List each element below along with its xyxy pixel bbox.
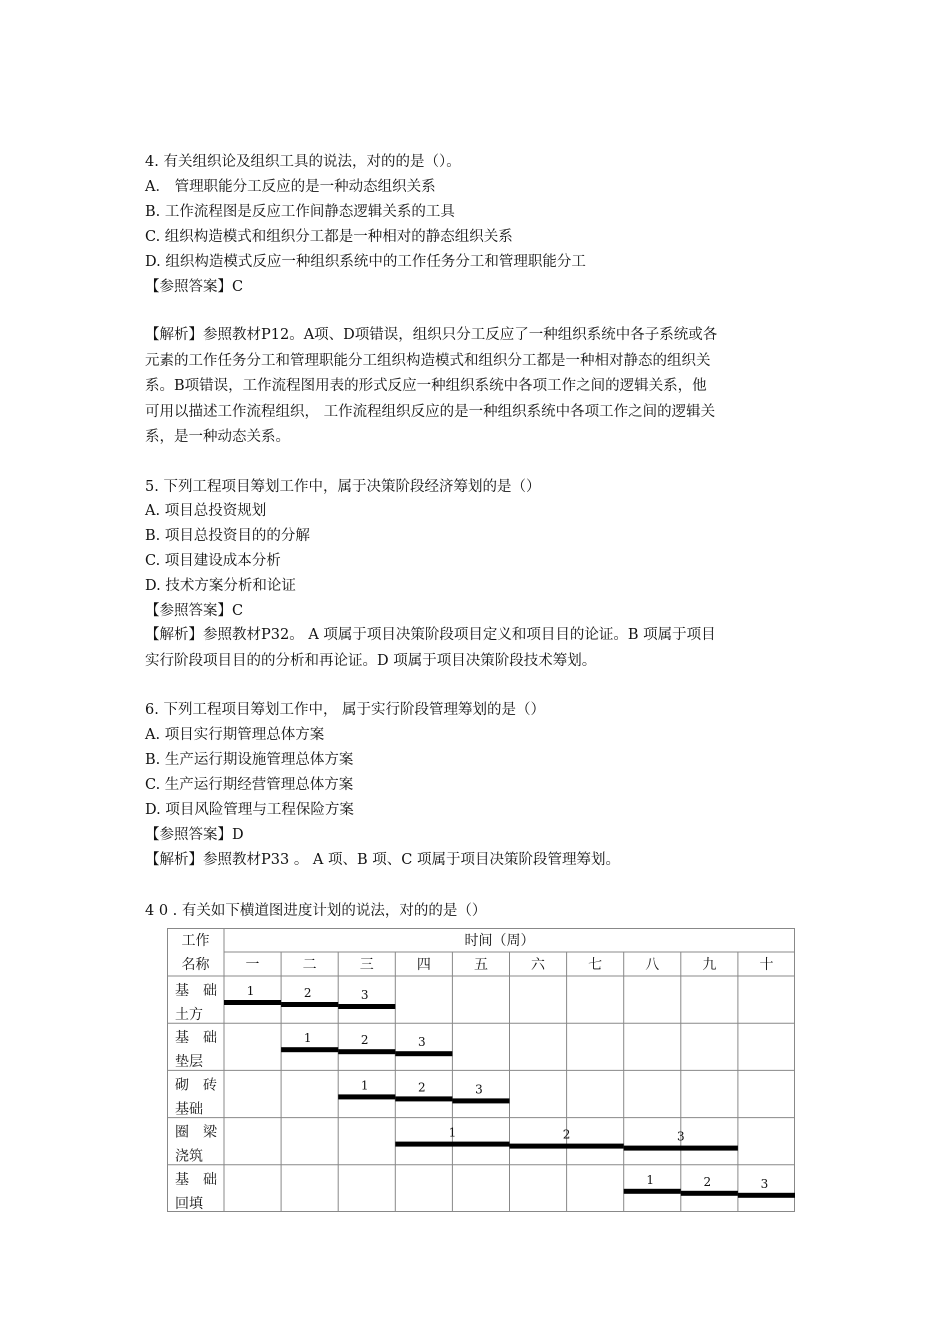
gantt-week-label: 四 [416,957,431,973]
q6-option-b: B. 生产运行期设施管理总体方案 [145,752,354,768]
gantt-week-label: 七 [588,957,603,973]
gantt-week-label: 八 [645,957,660,973]
q6-option-a: A. 项目实行期管理总体方案 [145,727,325,743]
q5-analysis-line: 实行阶段项目目的的分析和再论证。D 项属于项目决策阶段技术筹划。 [145,652,597,669]
gantt-segment-label: 1 [360,1078,369,1093]
gantt-segment-label: 3 [475,1082,483,1097]
gantt-bar-segment [281,1002,338,1007]
gantt-task-name-line2: 垫层 [175,1054,203,1071]
q40-question: 4 0 . 有关如下横道图进度计划的说法，对的的是（） [145,903,487,919]
gantt-bar-segment [338,1004,395,1009]
gantt-segment-label: 3 [418,1035,426,1050]
q4-analysis [145,323,805,451]
q6-question: 6. 下列工程项目筹划工作中， 属于实行阶段管理筹划的是（） [145,702,546,718]
q4-analysis-line: 可用以描述工作流程组织， 工作流程组织反应的是一种组织系统中各项工作之间的逻辑关 [145,403,716,420]
gantt-task-name-line1: 基 础 [175,1171,217,1188]
gantt-segment-label: 3 [676,1129,685,1144]
q4-analysis-line: 元素的工作任务分工和管理职能分工组织构造模式和组织分工都是一种相对静态的组织关 [145,352,711,369]
gantt-week-label: 一 [245,957,260,973]
gantt-task-name-line2: 基础 [175,1101,203,1118]
q6-option-d: D. 项目风险管理与工程保险方案 [145,802,354,818]
gantt-bar-segment [738,1193,795,1198]
gantt-bar-segment [338,1049,395,1054]
gantt-chart [167,928,795,1212]
q5-option-c: C. 项目建设成本分析 [145,553,281,569]
gantt-svg [167,928,795,1212]
q5-answer: 【参照答案】C [145,603,244,619]
q5-option-b: B. 项目总投资目的的分解 [145,528,310,544]
gantt-bar-segment [452,1098,509,1103]
q5-analysis [145,623,805,674]
gantt-segment-label: 3 [760,1176,769,1191]
gantt-week-label: 三 [359,957,374,973]
gantt-segment-label: 2 [418,1080,426,1095]
gantt-bar-segment [395,1142,509,1147]
gantt-week-label: 二 [302,957,317,973]
gantt-segment-label: 3 [360,988,369,1002]
gantt-segment-label: 2 [562,1127,571,1142]
gantt-task-name-line2: 土方 [175,1007,203,1023]
gantt-bar-segment [281,1047,338,1052]
gantt-bar-segment [510,1144,624,1149]
q6-analysis: 【解析】参照教材P33 。 A 项、B 项、C 项属于项目决策阶段管理筹划。 [145,852,620,868]
q5-option-d: D. 技术方案分析和论证 [145,578,296,594]
gantt-bar-segment [624,1189,681,1194]
gantt-bar-segment [624,1146,738,1151]
q4-analysis-line: 系，是一种动态关系。 [145,429,290,445]
q4-answer: 【参照答案】C [145,279,244,295]
gantt-week-label: 六 [531,957,546,973]
gantt-task-name-line2: 浇筑 [175,1148,203,1165]
q4-option-d: D. 组织构造模式反应一种组织系统中的工作任务分工和管理职能分工 [145,254,586,270]
q5-question: 5. 下列工程项目筹划工作中，属于决策阶段经济筹划的是（） [145,479,541,495]
gantt-bar-segment [395,1096,452,1101]
gantt-segment-label: 2 [303,986,312,1000]
q4-question: 4. 有关组织论及组织工具的说法，对的的是（）。 [145,154,461,170]
gantt-week-label: 五 [473,957,488,973]
gantt-segment-label: 1 [646,1172,655,1187]
q4-option-c: C. 组织构造模式和组织分工都是一种相对的静态组织关系 [145,229,513,245]
gantt-bar-segment [224,1000,281,1005]
q5-option-a: A. 项目总投资规划 [145,503,267,519]
gantt-bar-segment [338,1094,395,1099]
gantt-header-name-line2: 名称 [181,957,210,973]
gantt-bar-segment [681,1191,738,1196]
gantt-segment-label: 1 [448,1125,457,1140]
gantt-segment-label: 1 [303,1031,312,1046]
q4-analysis-line: 【解析】参照教材P12。A项、D项错误，组织只分工反应了一种组织系统中各子系统或各 [145,327,718,343]
gantt-task-name-line1: 砌 砖 [175,1077,217,1094]
gantt-task-name-line1: 基 础 [175,1030,217,1047]
gantt-segment-label: 2 [360,1033,369,1048]
gantt-task-name-line1: 圈 梁 [175,1124,217,1141]
gantt-segment-label: 2 [703,1174,712,1189]
q6-option-c: C. 生产运行期经营管理总体方案 [145,777,354,793]
gantt-segment-label: 1 [246,984,255,998]
gantt-week-label: 十 [759,957,774,973]
gantt-week-label: 九 [702,957,717,973]
q6-answer: 【参照答案】D [145,827,244,843]
q4-option-b: B. 工作流程图是反应工作间静态逻辑关系的工具 [145,204,455,220]
gantt-bar-segment [395,1051,452,1056]
gantt-header-time: 时间（周） [464,933,535,949]
gantt-task-name-line1: 基 础 [175,983,217,999]
q4-option-a: A． 管理职能分工反应的是一种动态组织关系 [145,179,436,195]
gantt-task-name-line2: 回填 [175,1195,203,1212]
q5-analysis-line: 【解析】参照教材P32。 A 项属于项目决策阶段项目定义和项目目的论证。B 项属于项目 [145,627,716,643]
gantt-header-name-line1: 工作 [181,933,210,949]
q4-analysis-line: 系。B项错误，工作流程图用表的形式反应一种组织系统中各项工作之间的逻辑关系，他 [145,378,707,394]
